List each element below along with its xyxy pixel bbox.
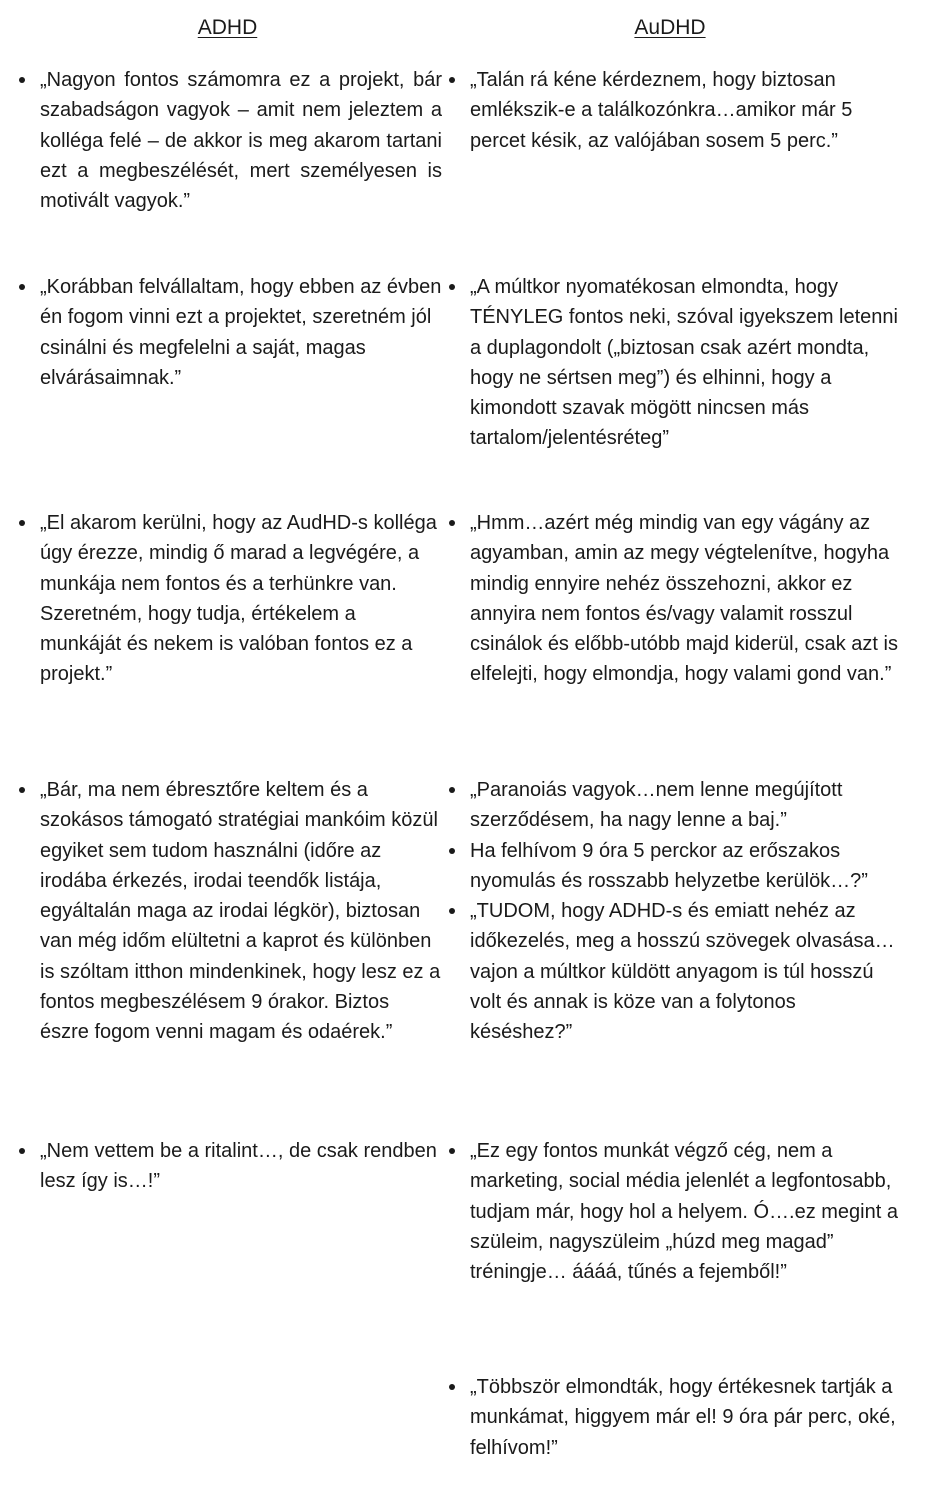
audhd-bullet-list xyxy=(470,775,902,1048)
adhd-cell xyxy=(40,775,442,1048)
list-item: „A múltkor nyomatékosan elmondta, hogy TÉNYLEG fontos neki, szóval igyekszem letenni a duplagondolt („biztosan csak azért mondta, hogy ne sértsen meg”) és elhinni, hogy a kimondott szavak mögött nincsen más tartalom/jelentésréteg” xyxy=(470,272,902,454)
adhd-bullet-list xyxy=(40,775,442,1048)
list-item: „Bár, ma nem ébresztőre keltem és a szokásos támogató stratégiai mankóim közül egyiket sem tudom használni (időre az irodába érkezés, irodai teendők listája, egyáltalán maga az irodai légkör), biztosan van még időm elültetni a kaprot és különben is szóltam itthon mindenkinek, hogy lesz ez a fontos megbeszélésem 9 órakor. Biztos észre fogom venni magam és odaérek.” xyxy=(40,775,442,1048)
column-header-audhd: AuDHD xyxy=(634,16,706,39)
adhd-cell xyxy=(40,65,442,216)
adhd-bullet-list xyxy=(40,65,442,216)
audhd-cell xyxy=(470,775,902,1048)
list-item: „TUDOM, hogy ADHD-s és emiatt nehéz az időkezelés, meg a hosszú szövegek olvasása…vajon a múltkor küldött anyagom is túl hosszú volt és annak is köze van a folytonos késéshez?” xyxy=(470,896,902,1047)
adhd-bullet-list xyxy=(40,1136,442,1197)
audhd-bullet-list xyxy=(470,1372,902,1463)
list-item: „Nagyon fontos számomra ez a projekt, bár szabadságon vagyok – amit nem jeleztem a kolléga felé – de akkor is meg akarom tartani ezt a megbeszélését, mert személyesen is motivált vagyok.” xyxy=(40,65,442,216)
adhd-bullet-list xyxy=(40,272,442,393)
list-item: „El akarom kerülni, hogy az AudHD-s kolléga úgy érezze, mindig ő marad a legvégére, a munkája nem fontos és a terhünkre van. Szeretném, hogy tudja, értékelem a munkáját és nekem is valóban fontos ez a projekt.” xyxy=(40,508,442,690)
list-item: „Paranoiás vagyok…nem lenne megújított szerződésem, ha nagy lenne a baj.” xyxy=(470,775,902,836)
adhd-bullet-list xyxy=(40,508,442,690)
list-item: „Nem vettem be a ritalint…, de csak rendben lesz így is…!” xyxy=(40,1136,442,1197)
audhd-cell xyxy=(470,65,902,156)
adhd-cell xyxy=(40,272,442,393)
audhd-bullet-list xyxy=(470,1136,902,1287)
list-item: „Talán rá kéne kérdeznem, hogy biztosan emlékszik-e a találkozónkra…amikor már 5 percet késik, az valójában sosem 5 perc.” xyxy=(470,65,902,156)
audhd-cell xyxy=(470,272,902,454)
adhd-cell xyxy=(40,508,442,690)
audhd-cell xyxy=(470,508,902,690)
list-item: „Korábban felvállaltam, hogy ebben az évben én fogom vinni ezt a projektet, szeretném jól csinálni és megfelelni a saját, magas elvárásaimnak.” xyxy=(40,272,442,393)
audhd-bullet-list xyxy=(470,272,902,454)
audhd-cell xyxy=(470,1136,902,1287)
audhd-cell xyxy=(470,1372,902,1463)
list-item: „Többször elmondták, hogy értékesnek tartják a munkámat, higgyem már el! 9 óra pár perc, oké, felhívom!” xyxy=(470,1372,902,1463)
list-item: „Ez egy fontos munkát végző cég, nem a marketing, social média jelenlét a legfontosabb, tudjam már, hogy hol a helyem. Ó….ez megint a szüleim, nagyszüleim „húzd meg magad” tréningje… áááá, tűnés a fejemből!” xyxy=(470,1136,902,1287)
list-item: Ha felhívom 9 óra 5 perckor az erőszakos nyomulás és rosszabb helyzetbe kerülök…?” xyxy=(470,836,902,897)
audhd-bullet-list xyxy=(470,508,902,690)
column-header-adhd: ADHD xyxy=(197,16,258,39)
audhd-bullet-list xyxy=(470,65,902,156)
list-item: „Hmm…azért még mindig van egy vágány az agyamban, amin az megy végtelenítve, hogyha mindig ennyire nehéz összehozni, akkor ez annyira nem fontos és/vagy valamit rosszul csinálok és előbb-utóbb majd kiderül, csak azt is elfelejti, hogy elmondja, hogy valami gond van.” xyxy=(470,508,902,690)
adhd-cell xyxy=(40,1136,442,1197)
